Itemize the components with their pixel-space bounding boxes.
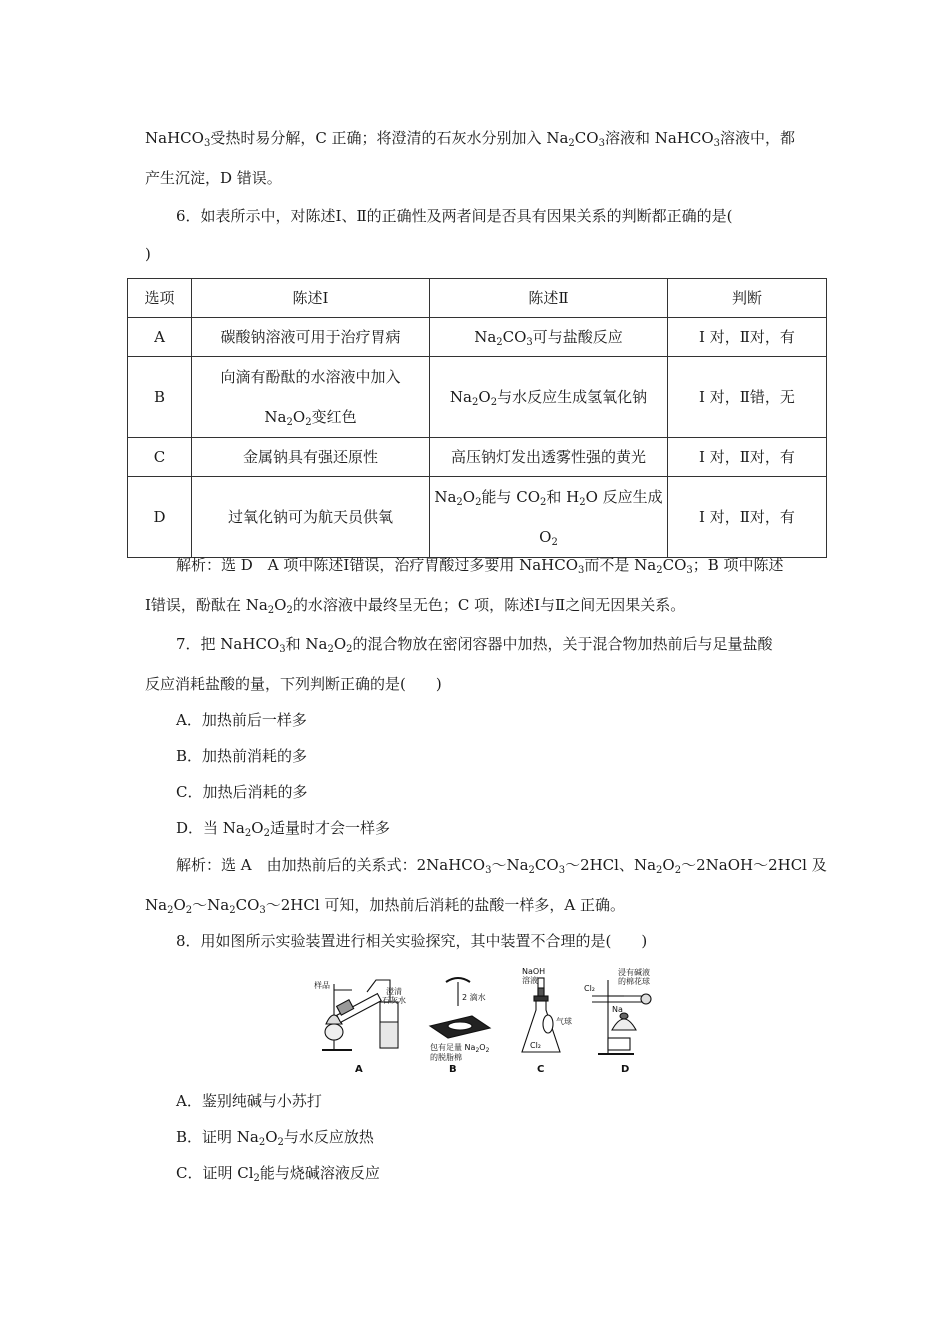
- q7-analysis-line-2: $Na_2O_2\sim Na_2CO_3\sim 2HCl$ 可知，加热前后消耗的盐酸一样多，A 正确。: [145, 896, 626, 916]
- q7-stem-line-2: 反应消耗盐酸的量，下列判断正确的是( ): [145, 675, 442, 693]
- fig-a-lime-label-1: 澄清: [386, 987, 402, 996]
- q7-option-a: A．加热前后一样多: [176, 711, 307, 729]
- q6-stem: 6．如表所示中，对陈述Ⅰ、Ⅱ的正确性及两者间是否具有因果关系的判断都正确的是(: [176, 207, 733, 225]
- fig-d-na-label: Na: [612, 1005, 623, 1014]
- row-c-statement-1: 金属钠具有强还原性: [192, 438, 430, 477]
- prev-analysis-line-1: NaHCO$_3$受热时易分解，C 正确；将澄清的石灰水分别加入 $Na_2CO_3$溶液和 NaHCO$_3$溶液中，都: [145, 129, 796, 149]
- row-c-option: C: [128, 438, 192, 477]
- row-a-statement-1: 碳酸钠溶液可用于治疗胃病: [192, 318, 430, 357]
- fig-c-balloon-label: 气球: [556, 1017, 572, 1026]
- q7-analysis-line-1: 解析：选 A 由加热前后的关系式：$2NaHCO_3\sim Na_2CO_3\sim 2HCl$、$Na_2O_2\sim 2NaOH\sim 2HCl$ 及: [176, 856, 827, 876]
- header-option: 选项: [128, 279, 192, 318]
- header-statement-1: 陈述Ⅰ: [192, 279, 430, 318]
- fig-c-naoh-label-1: NaOH: [522, 967, 546, 976]
- q6-analysis-line-2: Ⅰ错误，酚酞在 $Na_2O_2$的水溶液中最终呈无色；C 项，陈述Ⅰ与Ⅱ之间无因果关系。: [145, 596, 686, 616]
- fig-a-lime-label-2: 石灰水: [382, 996, 406, 1005]
- row-b-statement-2: $Na_2O_2$与水反应生成氢氧化钠: [430, 357, 668, 438]
- q6-stem-close: ): [145, 245, 151, 263]
- row-b-option: B: [128, 357, 192, 438]
- q7-stem-line-1: 7．把 NaHCO$_3$和 $Na_2O_2$的混合物放在密闭容器中加热，关于混合物加热前后与足量盐酸: [176, 635, 773, 655]
- row-d-statement-1: 过氧化钠可为航天员供氧: [192, 477, 430, 558]
- q7-option-c: C．加热后消耗的多: [176, 783, 308, 801]
- q7-option-b: B．加热前消耗的多: [176, 747, 308, 765]
- header-statement-2: 陈述Ⅱ: [430, 279, 668, 318]
- row-d-statement-2: $Na_2O_2$能与 $CO_2$和 $H_2O$ 反应生成 $O_2$: [430, 477, 668, 558]
- row-a-judgement: Ⅰ 对，Ⅱ对，有: [668, 318, 827, 357]
- apparatus-d: [592, 980, 651, 1054]
- row-c-judgement: Ⅰ 对，Ⅱ对，有: [668, 438, 827, 477]
- fig-b-cotton-label-1: 包有足量 $Na_2O_2$: [430, 1043, 490, 1054]
- q7-option-d: D．当 $Na_2O_2$适量时才会一样多: [176, 819, 390, 839]
- fig-b-water-label: 2 滴水: [462, 993, 486, 1002]
- row-b-judgement: Ⅰ 对，Ⅱ错，无: [668, 357, 827, 438]
- fig-d-cotton-label-1: 浸有碱液: [618, 968, 650, 977]
- row-a-option: A: [128, 318, 192, 357]
- row-c-statement-2: 高压钠灯发出透雾性强的黄光: [430, 438, 668, 477]
- fig-d-cl2-label: Cl₂: [584, 984, 596, 993]
- table-row: [128, 438, 827, 477]
- row-b-statement-1: 向滴有酚酞的水溶液中加入 $Na_2O_2$变红色: [192, 357, 430, 438]
- q6-analysis-line-1: 解析：选 D A 项中陈述Ⅰ错误，治疗胃酸过多要用 NaHCO$_3$而不是 $Na_2CO_3$；B 项中陈述: [176, 556, 784, 576]
- fig-c-cl2-label: Cl₂: [530, 1041, 542, 1050]
- q6-table: [127, 278, 827, 558]
- table-row: [128, 357, 827, 438]
- q8-option-a: A．鉴别纯碱与小苏打: [176, 1092, 322, 1110]
- row-d-option: D: [128, 477, 192, 558]
- fig-caption-c: C: [537, 1064, 545, 1075]
- fig-caption-a: A: [355, 1064, 363, 1075]
- fig-b-cotton-label-2: 的脱脂棉: [430, 1053, 462, 1062]
- fig-caption-d: D: [621, 1064, 630, 1075]
- table-header-row: [128, 279, 827, 318]
- q8-option-b: B．证明 $Na_2O_2$与水反应放热: [176, 1128, 374, 1148]
- fig-d-cotton-label-2: 的棉花球: [618, 977, 650, 986]
- fig-c-naoh-label-2: 溶液: [522, 976, 538, 985]
- row-d-judgement: Ⅰ 对，Ⅱ对，有: [668, 477, 827, 558]
- prev-analysis-line-2: 产生沉淀，D 错误。: [145, 169, 282, 187]
- apparatus-b: [430, 978, 490, 1038]
- q8-option-c: C．证明 $Cl_2$能与烧碱溶液反应: [176, 1164, 380, 1184]
- table-row: [128, 318, 827, 357]
- fig-caption-b: B: [449, 1064, 457, 1075]
- fig-a-sample-label: 样品: [314, 981, 330, 990]
- row-a-statement-2: $Na_2CO_3$可与盐酸反应: [430, 318, 668, 357]
- header-judgement: 判断: [668, 279, 827, 318]
- table-row: [128, 477, 827, 558]
- q8-stem: 8．用如图所示实验装置进行相关实验探究，其中装置不合理的是( ): [176, 932, 648, 950]
- apparatus-figure: [312, 966, 662, 1076]
